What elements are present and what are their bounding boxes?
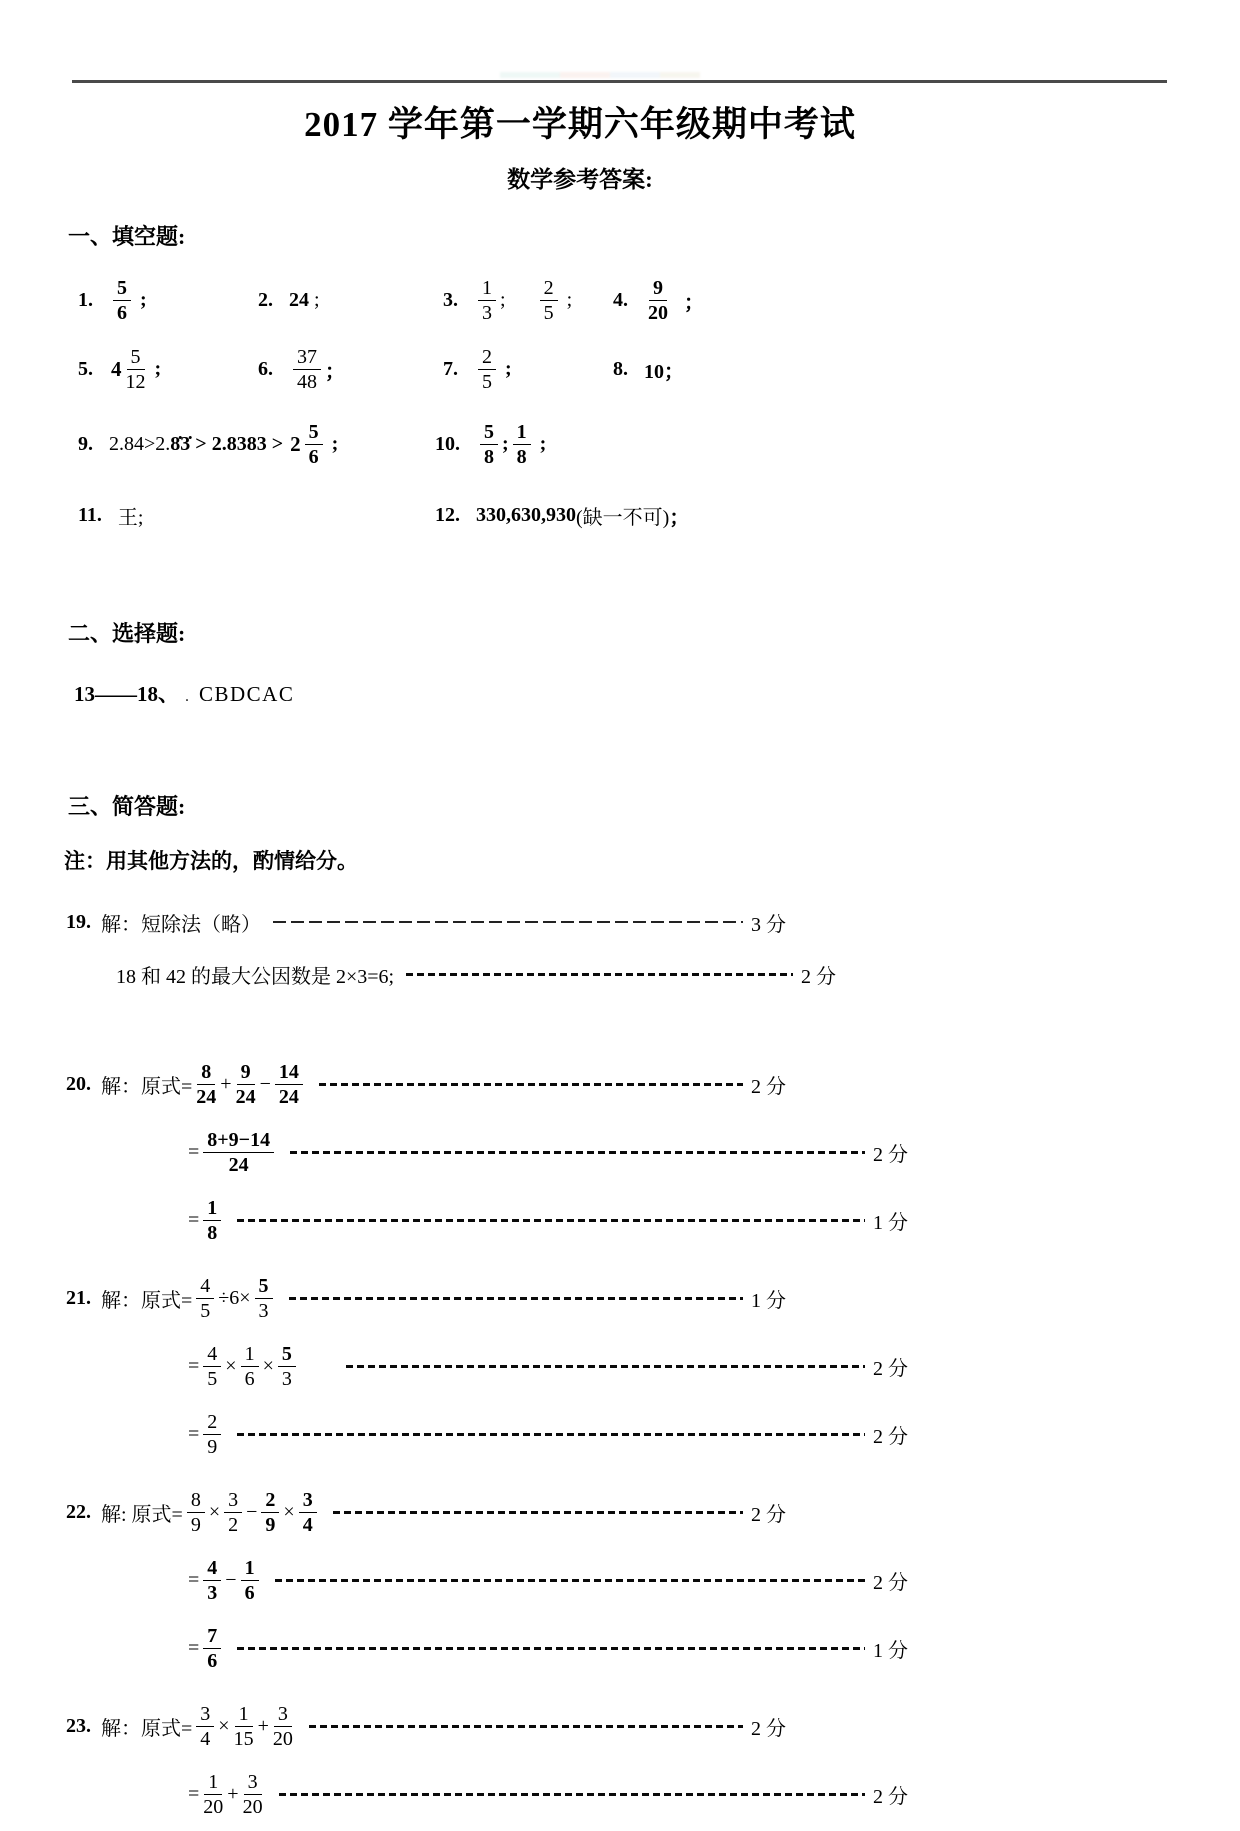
question-number: 19. [66,910,91,933]
answer-item-1 [78,277,258,324]
math-token [253,1275,275,1322]
math-token: 解：原式= [101,1717,193,1740]
math-token: ; [534,432,547,455]
fill-row [60,267,1170,333]
solution-line-23-2 [188,1763,908,1825]
section-heading-choice: 二、选择题: [68,621,186,646]
math-token: ; [561,288,573,311]
math-token: 8̇3̇ [170,432,191,455]
math-token [201,1557,223,1604]
math-token [194,1275,216,1322]
math-expression [101,1703,297,1750]
fraction: $\frac{3}{20}$ [242,1770,263,1818]
math-token: ； [684,291,704,314]
item-number: 2. [258,288,273,311]
math-token: × [262,1354,274,1377]
math-token [290,421,325,468]
math-token [194,1703,216,1750]
math-token: = [188,1208,200,1231]
math-token [201,1625,223,1672]
fill-row [60,333,1170,405]
fraction: $\frac{5}{3}$ [278,1343,296,1390]
score-label: 1 分 [751,1289,786,1312]
math-token: ÷6× [218,1286,251,1309]
math-token [185,1489,207,1536]
answer-expression [109,277,147,324]
math-token: × [208,1500,221,1523]
solution-line-20-1 [66,1053,786,1115]
math-token: + [227,1782,239,1805]
fraction: $\frac{3}{20}$ [272,1702,293,1750]
score-label: 2 分 [873,1425,908,1448]
fraction: $\frac{14}{24}$ [275,1061,303,1108]
math-expression [116,960,394,989]
solution-line-20-3 [188,1189,908,1251]
math-token: 18 和 42 的最大公因数是 2×3=6; [116,965,395,988]
fraction: $\frac{2}{9}$ [261,1489,279,1536]
fraction: $\frac{2}{9}$ [203,1411,221,1458]
question-number: 20. [66,1072,91,1095]
item-number: 10. [435,432,460,455]
fraction: $\frac{5}{12}$ [125,345,146,393]
math-token [201,1129,276,1176]
fraction: $\frac{2}{5}$ [478,346,496,393]
dashed-leader [237,1433,865,1436]
score-label: 2 分 [801,965,836,988]
math-token: ; [502,432,509,455]
math-token: × [225,1354,237,1377]
fraction: $\frac{5}{3}$ [255,1275,273,1322]
fraction: $\frac{1}{8}$ [203,1197,221,1244]
fraction: $\frac{37}{48}$ [293,346,321,393]
item-number: 5. [78,357,93,380]
math-token [111,346,148,393]
math-token: − [246,1500,258,1523]
math-token: ； [325,360,345,383]
question-number: 23. [66,1714,91,1737]
fraction: $\frac{9}{24}$ [235,1060,256,1108]
math-token: + [257,1714,269,1737]
item-number: 9. [78,432,93,455]
math-token [478,421,500,468]
fraction: $\frac{9}{20}$ [648,276,668,324]
answer-item-2 [258,289,443,312]
document-body [60,220,1170,1825]
answer-item-3 [443,277,613,324]
item-number: 11. [78,503,102,526]
math-token [241,1771,265,1818]
header-rule [72,80,1167,83]
math-token [239,1557,261,1604]
question-number: 21. [66,1286,91,1309]
solutions [60,901,1170,1825]
score-label: 2 分 [873,1357,908,1380]
solution-line-19-2 [116,953,836,995]
math-token: 王; [117,506,144,529]
item-number: 6. [258,357,273,380]
math-expression [188,1197,225,1244]
math-expression [188,1411,225,1458]
fraction: $\frac{3}{2}$ [224,1489,242,1536]
math-token [511,421,533,468]
fraction: $\frac{2}{5}$ [540,277,558,324]
math-token [194,1061,218,1108]
dashed-leader [279,1793,865,1796]
dashed-leader [290,1151,865,1154]
dashed-leader [275,1579,865,1582]
answer-item-11 [78,501,435,530]
math-token: ; [149,357,162,380]
math-token: = [188,1354,200,1377]
math-token: × [218,1714,230,1737]
math-token [201,1411,223,1458]
math-token: = [188,1636,200,1659]
math-token: 解: 原式= [101,1503,183,1526]
math-token [476,346,498,393]
math-token [276,1343,298,1390]
math-expression [101,1275,277,1322]
dashed-leader [319,1083,743,1086]
answer-expression [474,346,512,393]
fraction: $\frac{1}{8}$ [513,421,531,468]
math-token: ; [135,288,147,311]
fraction: $\frac{3}{4}$ [196,1703,214,1750]
answer-expression [644,277,704,324]
math-token: × [283,1500,295,1523]
fraction: $\frac{1}{6}$ [241,1557,259,1604]
answer-item-7 [443,346,613,393]
math-token [222,1489,244,1536]
math-expression [188,1343,334,1390]
solution-line-22-3 [188,1617,908,1679]
answer-expression [109,346,161,393]
math-token [111,277,133,324]
math-token [271,1703,295,1750]
choice-dot: . [185,688,189,705]
item-number: 12. [435,503,460,526]
math-expression [188,1129,278,1176]
page-subtitle: 数学参考答案: [507,167,653,192]
solution-line-19-1 [66,901,786,943]
solution-line-21-2 [188,1335,908,1397]
math-token: = [188,1782,200,1805]
dashed-leader [346,1365,865,1368]
math-token [297,1489,319,1536]
math-token: 2.84>2. [109,432,171,455]
answer-expression [118,501,144,530]
mixed-number-whole: 2 [290,431,301,456]
score-label: 2 分 [873,1571,908,1594]
choice-answers: CBDCAC [199,682,295,706]
math-token: 解：原式= [101,1075,193,1098]
math-token [201,1197,223,1244]
page-title: 2017 学年第一学期六年级期中考试 [304,105,856,144]
math-token: ; [326,432,339,455]
dashed-leader [237,1219,865,1222]
dashed-leader [406,973,793,976]
answer-expression [476,421,546,468]
math-token: > [190,432,212,455]
answer-item-10 [435,421,1170,468]
answer-expression [289,346,345,393]
item-number: 4. [613,288,628,311]
answer-item-5 [78,346,258,393]
math-token: 2.8383 [211,432,267,455]
faint-watermark-artifact [500,72,700,78]
grading-note: 注：用其他方法的，酌情给分。 [64,849,358,873]
item-number: 3. [443,288,458,311]
math-token: 10； [644,360,684,383]
answer-expression [474,277,572,324]
math-token: (缺一不可) [576,506,670,529]
answer-expression [476,501,689,530]
fraction: $\frac{4}{3}$ [203,1557,221,1604]
math-expression [101,908,261,937]
score-label: 3 分 [751,913,786,936]
math-token: 24 [289,288,309,311]
solution-line-22-2 [188,1549,908,1611]
score-label: 2 分 [873,1143,908,1166]
answer-expression [289,289,320,312]
math-token [273,1061,305,1108]
math-expression [188,1625,225,1672]
math-token [239,1343,261,1390]
score-label: 2 分 [873,1785,908,1808]
math-token: = [188,1422,200,1445]
math-token [538,277,560,324]
math-token: − [259,1072,271,1095]
fraction: $\frac{8}{24}$ [196,1060,217,1108]
fraction: $\frac{7}{6}$ [203,1625,221,1672]
question-number: 22. [66,1500,91,1523]
math-expression [188,1557,263,1604]
fraction: $\frac{1}{6}$ [241,1343,259,1390]
fraction: $\frac{1}{15}$ [233,1702,254,1750]
score-label: 2 分 [751,1075,786,1098]
math-token [646,277,670,324]
math-token [291,346,323,393]
answer-item-12 [435,501,1170,530]
fraction: $\frac{3}{4}$ [299,1489,317,1536]
item-number: 8. [613,357,628,380]
item-number: 7. [443,357,458,380]
solution-line-23-1 [66,1695,786,1757]
math-token [234,1061,258,1108]
score-label: 2 分 [751,1503,786,1526]
fill-row [60,497,1170,533]
fraction: $\frac{8}{9}$ [187,1489,205,1536]
solution-line-21-1 [66,1267,786,1329]
answer-expression [644,355,684,384]
dashed-leader [289,1297,743,1300]
math-expression [101,1061,307,1108]
answer-item-9 [78,421,435,468]
fraction: $\frac{5}{6}$ [305,421,323,468]
fill-in-answers [60,267,1170,533]
math-token: ; [309,288,320,311]
fraction: $\frac{4}{5}$ [203,1343,221,1390]
math-token: ; [500,357,512,380]
math-expression [101,1489,321,1536]
choice-range-label: 13——18、 [74,682,179,706]
math-token: 解：短除法（略） [101,913,261,936]
item-number: 1. [78,288,93,311]
mixed-number-whole: 4 [111,356,122,381]
math-token: + [220,1072,232,1095]
section-heading-short-answer: 三、简答题: [68,794,186,819]
solution-line-21-3 [188,1403,908,1465]
solution-line-20-2 [188,1121,908,1183]
fraction: $\frac{4}{5}$ [196,1275,214,1322]
choice-answers-line [74,678,1170,708]
fraction: $\frac{1}{20}$ [203,1770,224,1818]
math-token: ; [500,288,506,311]
math-token [476,277,498,324]
fill-row [60,411,1170,477]
math-token [259,1489,281,1536]
math-token [201,1343,223,1390]
dashed-leader [333,1511,743,1514]
score-label: 1 分 [873,1639,908,1662]
answer-item-6 [258,346,443,393]
math-token: 解：原式= [101,1289,193,1312]
fraction: $\frac{8+9-14}{24}$ [203,1129,274,1176]
solution-line-22-1 [66,1481,786,1543]
fraction: $\frac{5}{6}$ [113,277,131,324]
fraction: $\frac{5}{8}$ [480,421,498,468]
math-token: = [188,1568,200,1591]
math-token [201,1771,225,1818]
math-token: > [266,432,289,455]
dashed-leader [273,921,743,923]
math-token: − [225,1568,237,1591]
math-expression [188,1771,267,1818]
section-heading-fill-in: 一、填空题: [68,224,186,249]
score-label: 2 分 [751,1717,786,1740]
answer-item-8 [613,355,1170,384]
answer-item-4 [613,277,1170,324]
document-header [60,97,1100,194]
dashed-leader [309,1725,743,1728]
dashed-leader [237,1647,865,1650]
math-token: = [188,1140,200,1163]
math-token [232,1703,256,1750]
answer-expression [109,421,338,468]
math-token: ； [669,506,690,529]
math-token: 330,630,930 [476,503,576,526]
fraction: $\frac{1}{3}$ [478,277,496,324]
score-label: 1 分 [873,1211,908,1234]
